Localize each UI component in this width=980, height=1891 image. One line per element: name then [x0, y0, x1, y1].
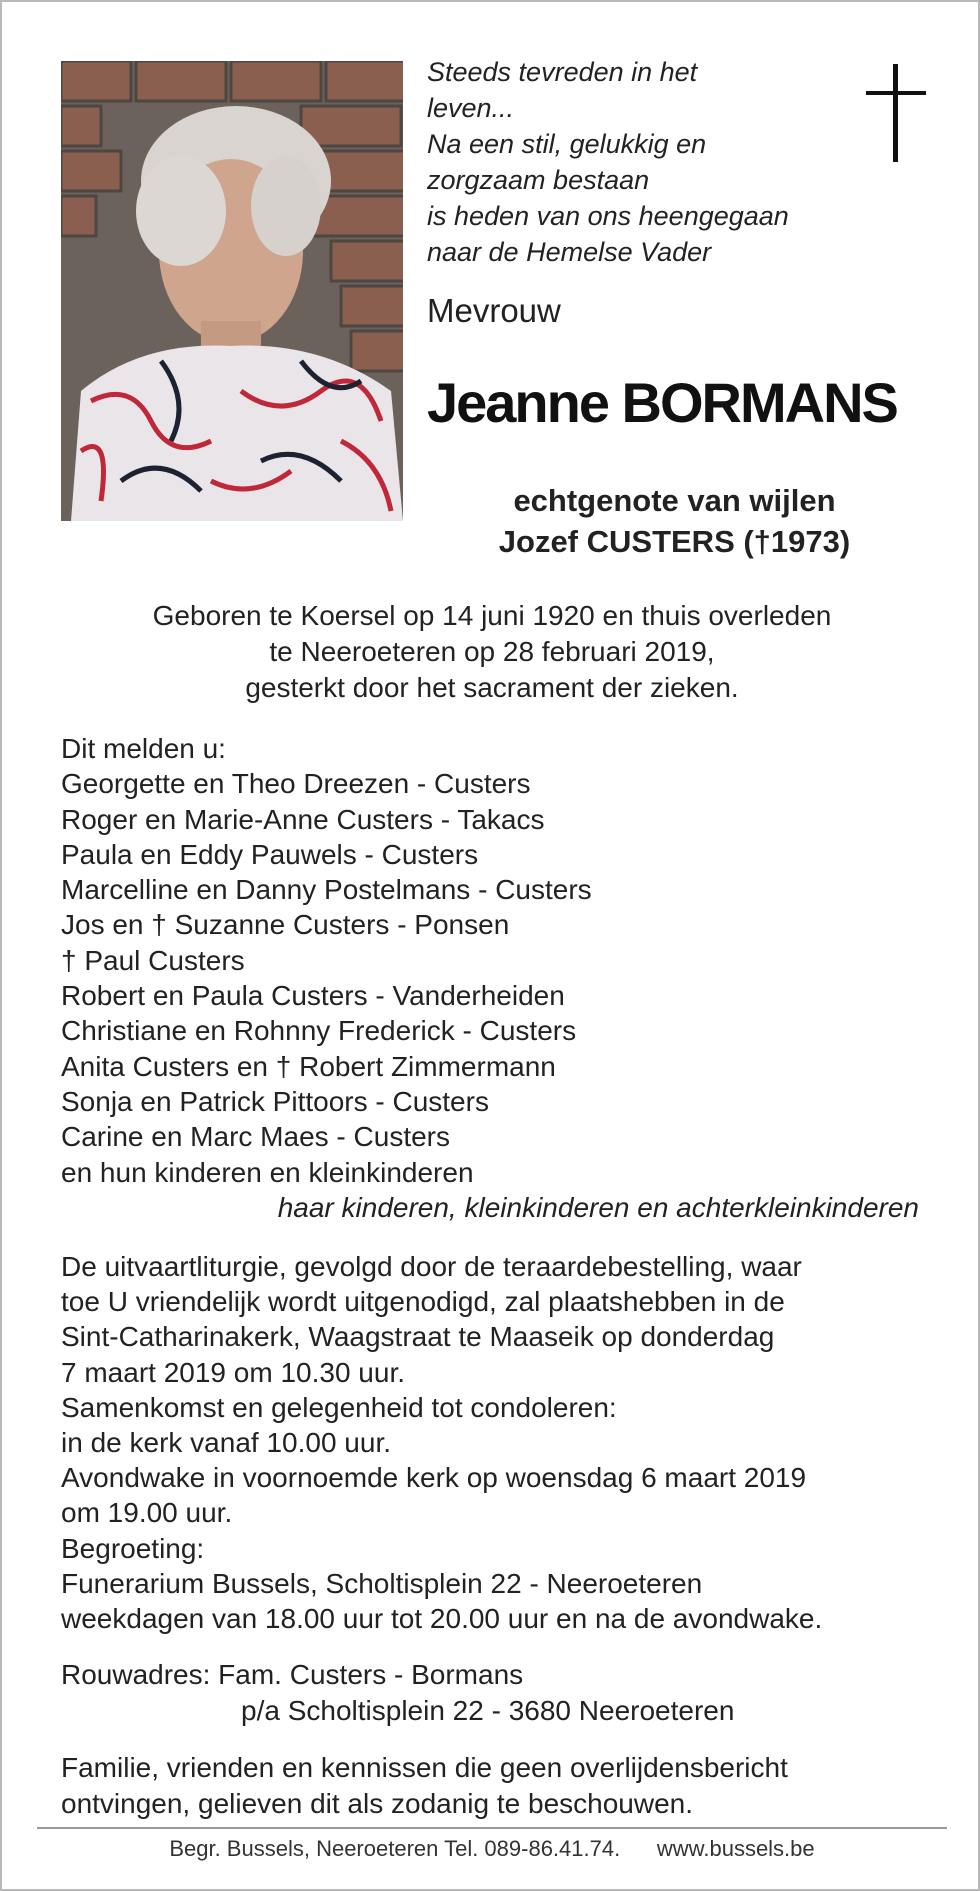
birth-line: te Neeroeteren op 28 februari 2019,: [269, 636, 715, 667]
mourning-address: [61, 1657, 734, 1729]
family-member: Sonja en Patrick Pittoors - Custers: [61, 1085, 489, 1117]
funeral-line: om 19.00 uur.: [61, 1497, 233, 1529]
verse-line: zorgzaam bestaan: [427, 165, 650, 195]
verse-line: is heden van ons heengegaan: [427, 201, 789, 231]
family-member: Carine en Marc Maes - Custers: [61, 1121, 451, 1153]
verse-line: Steeds tevreden in het: [427, 57, 698, 87]
funeral-line: 7 maart 2019 om 10.30 uur.: [61, 1356, 405, 1388]
spouse-info: [427, 480, 922, 562]
family-relation: haar kinderen, kleinkinderen en achterkleinkinderen: [277, 1191, 919, 1223]
verse-line: Na een stil, gelukkig en: [427, 129, 707, 159]
funeral-line: Samenkomst en gelegenheid tot condoleren:: [61, 1391, 617, 1423]
family-intro: Dit melden u:: [61, 733, 226, 764]
funeral-line: in de kerk vanaf 10.00 uur.: [61, 1427, 391, 1459]
deceased-name: Jeanne BORMANS: [427, 371, 897, 434]
family-member: Georgette en Theo Dreezen - Custers: [61, 768, 531, 800]
family-member: Robert en Paula Custers - Vanderheiden: [61, 980, 565, 1012]
spouse-name: Jozef CUSTERS (†1973): [498, 524, 851, 559]
address-line: p/a Scholtisplein 22 - 3680 Neeroeteren: [241, 1695, 735, 1726]
deceased-title: Mevrouw: [427, 292, 561, 329]
footer: [2, 1836, 980, 1862]
verse-line: naar de Hemelse Vader: [427, 237, 712, 267]
family-member: Christiane en Rohnny Frederick - Custers: [61, 1015, 577, 1047]
closing-line: Familie, vrienden en kennissen die geen overlijdensbericht: [61, 1752, 788, 1783]
funeral-line: De uitvaartliturgie, gevolgd door de teraardebestelling, waar: [61, 1251, 802, 1282]
funeral-line: Begroeting:: [61, 1532, 205, 1564]
portrait-photo: [61, 61, 403, 521]
family-list: [61, 731, 931, 1225]
undertaker-info: Begr. Bussels, Neeroeteren Tel. 089-86.41.74.: [169, 1836, 621, 1861]
closing-line: ontvingen, gelieven dit als zodanig te beschouwen.: [61, 1788, 693, 1819]
birth-death-info: [42, 598, 942, 706]
website-link[interactable]: www.bussels.be: [656, 1836, 815, 1861]
funeral-line: Sint-Catharinakerk, Waagstraat te Maaseik op donderdag: [61, 1321, 775, 1353]
family-member: Anita Custers en † Robert Zimmermann: [61, 1050, 556, 1082]
funeral-line: Avondwake in voornoemde kerk op woensdag 6 maart 2019: [61, 1462, 807, 1494]
cross-icon: [866, 64, 926, 162]
family-member: Jos en † Suzanne Custers - Ponsen: [61, 909, 510, 941]
birth-line: gesterkt door het sacrament der zieken.: [245, 672, 739, 703]
address-line: Rouwadres: Fam. Custers - Bormans: [61, 1659, 524, 1690]
birth-line: Geboren te Koersel op 14 juni 1920 en thuis overleden: [152, 600, 832, 631]
funeral-line: Funerarium Bussels, Scholtisplein 22 - Neeroeteren: [61, 1567, 703, 1599]
family-member: Paula en Eddy Pauwels - Custers: [61, 838, 479, 870]
funeral-info: [61, 1249, 941, 1636]
family-member: Roger en Marie-Anne Custers - Takacs: [61, 803, 545, 835]
closing-note: [61, 1750, 941, 1822]
footer-divider: [37, 1827, 947, 1829]
family-member: Marcelline en Danny Postelmans - Custers: [61, 874, 592, 906]
spouse-line: echtgenote van wijlen: [513, 483, 836, 518]
verse: [427, 54, 867, 270]
family-member: † Paul Custers: [61, 944, 245, 976]
funeral-line: toe U vriendelijk wordt uitgenodigd, zal plaatshebben in de: [61, 1286, 785, 1318]
funeral-line: weekdagen van 18.00 uur tot 20.00 uur en na de avondwake.: [61, 1603, 823, 1635]
family-member: en hun kinderen en kleinkinderen: [61, 1156, 474, 1188]
verse-line: leven...: [427, 93, 515, 123]
portrait-photo-drawing: [61, 61, 403, 521]
